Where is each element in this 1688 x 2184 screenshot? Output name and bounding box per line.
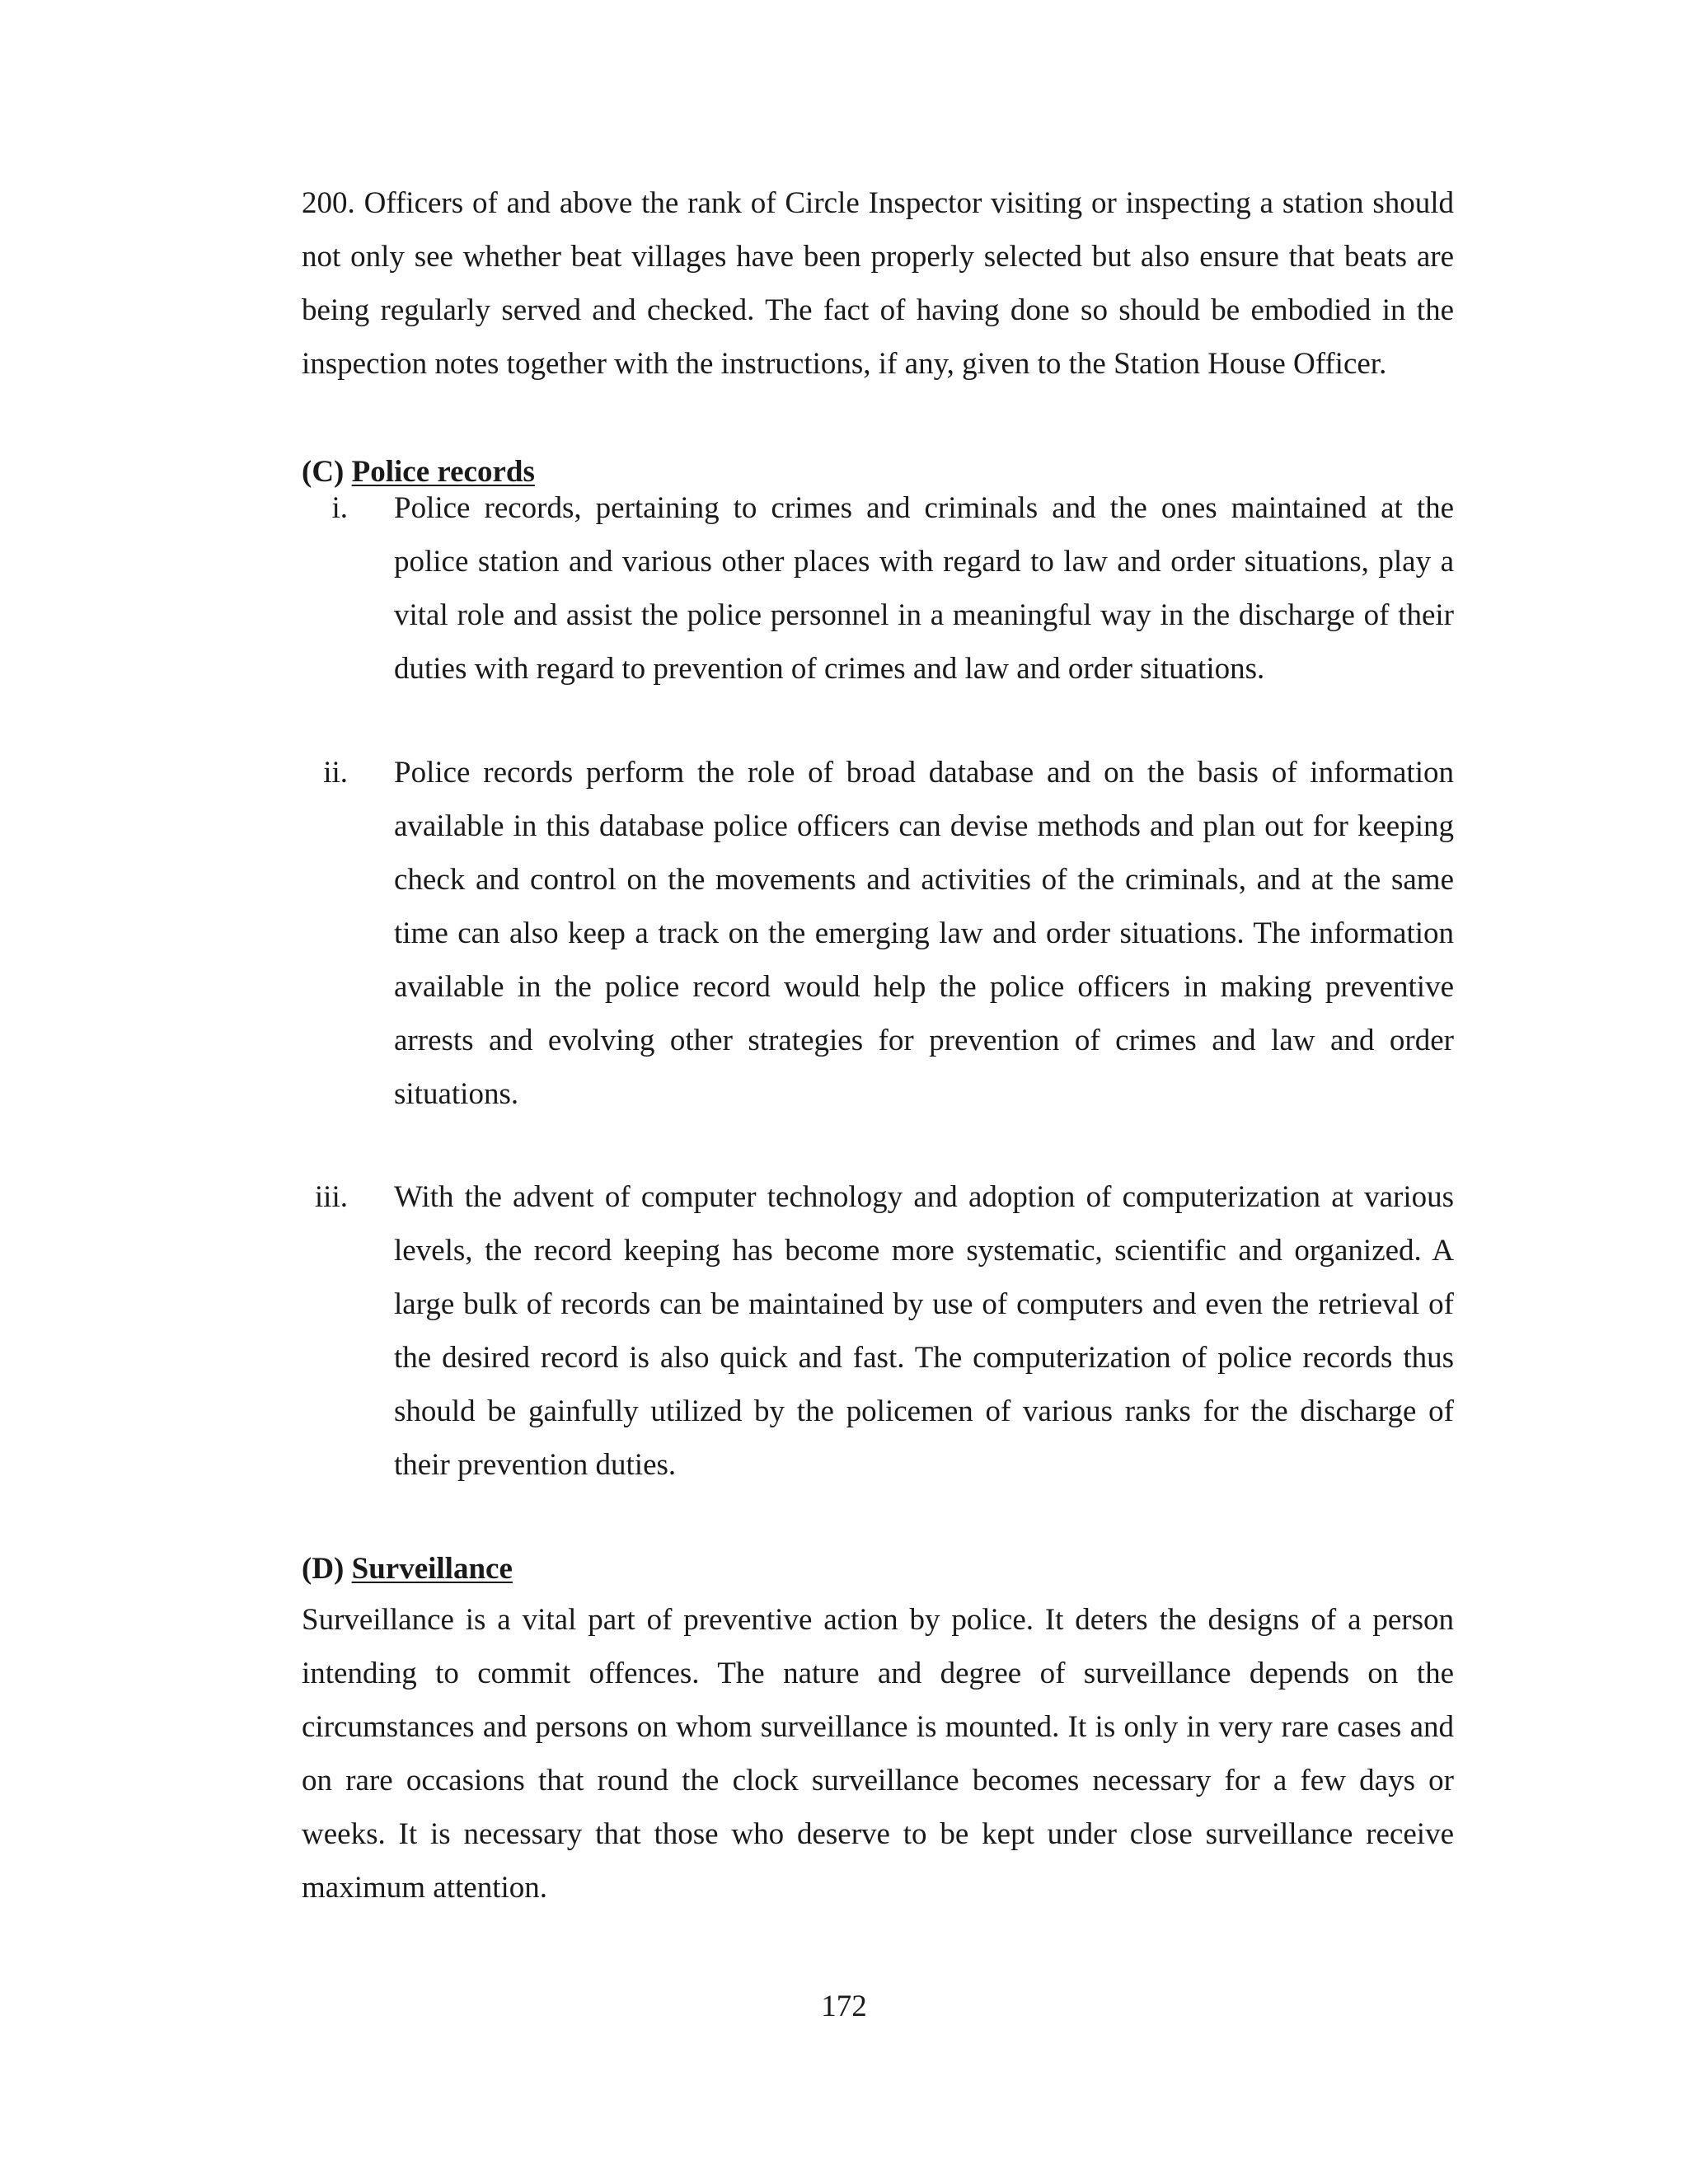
list-item-text: Police records, pertaining to crimes and criminals and the ones maintained at the police station and various other places with regard to law and order situations, play a vital role and assist the police personnel in a meaningful way in the discharge of their duties with regard to prevention of crimes and law and order situations. (394, 491, 1454, 686)
section-d-title: Surveillance (351, 1552, 513, 1586)
section-c-prefix: (C) (302, 455, 345, 489)
section-d-prefix: (D) (302, 1552, 345, 1586)
list-item-number: iii. (314, 1180, 348, 1214)
list-item-number: i. (331, 491, 348, 525)
page-number: 172 (821, 1990, 867, 2023)
list-item-text: With the advent of computer technology and adoption of computerization at various levels, the record keeping has become more systematic, scientific and organized. A large bulk of records can be maintained by use of computers and even the retrieval of the desired record is also quick and fast. The computerization of police records thus should be gainfully utilized by the policemen of various ranks for the discharge of their prevention duties. (394, 1180, 1454, 1482)
section-d-heading (302, 1551, 513, 1587)
section-c-title: Police records (351, 455, 535, 489)
surveillance-paragraph: Surveillance is a vital part of preventive action by police. It deters the designs of a person intending to commit offences. The nature and degree of surveillance depends on the circumstances and persons on whom surveillance is mounted. It is only in very rare cases and on rare occasions that round the clock surveillance becomes necessary for a few days or weeks. It is necessary that those who deserve to be kept under close surveillance receive maximum attention. (302, 1603, 1454, 1905)
paragraph-200: 200. Officers of and above the rank of Circle Inspector visiting or inspecting a station should not only see whether beat villages have been properly selected but also ensure that beats are being regularly served and checked. The fact of having done so should be embodied in the inspection notes together with the instructions, if any, given to the Station House Officer. (302, 186, 1454, 381)
list-item-number: ii. (323, 756, 348, 790)
list-item-text: Police records perform the role of broad database and on the basis of information available in this database police officers can devise methods and plan out for keeping check and control on the movements and activities of the criminals, and at the same time can also keep a track on the emerging law and order situations. The information available in the police record would help the police officers in making preventive arrests and evolving other strategies for prevention of crimes and law and order situations. (394, 756, 1454, 1111)
